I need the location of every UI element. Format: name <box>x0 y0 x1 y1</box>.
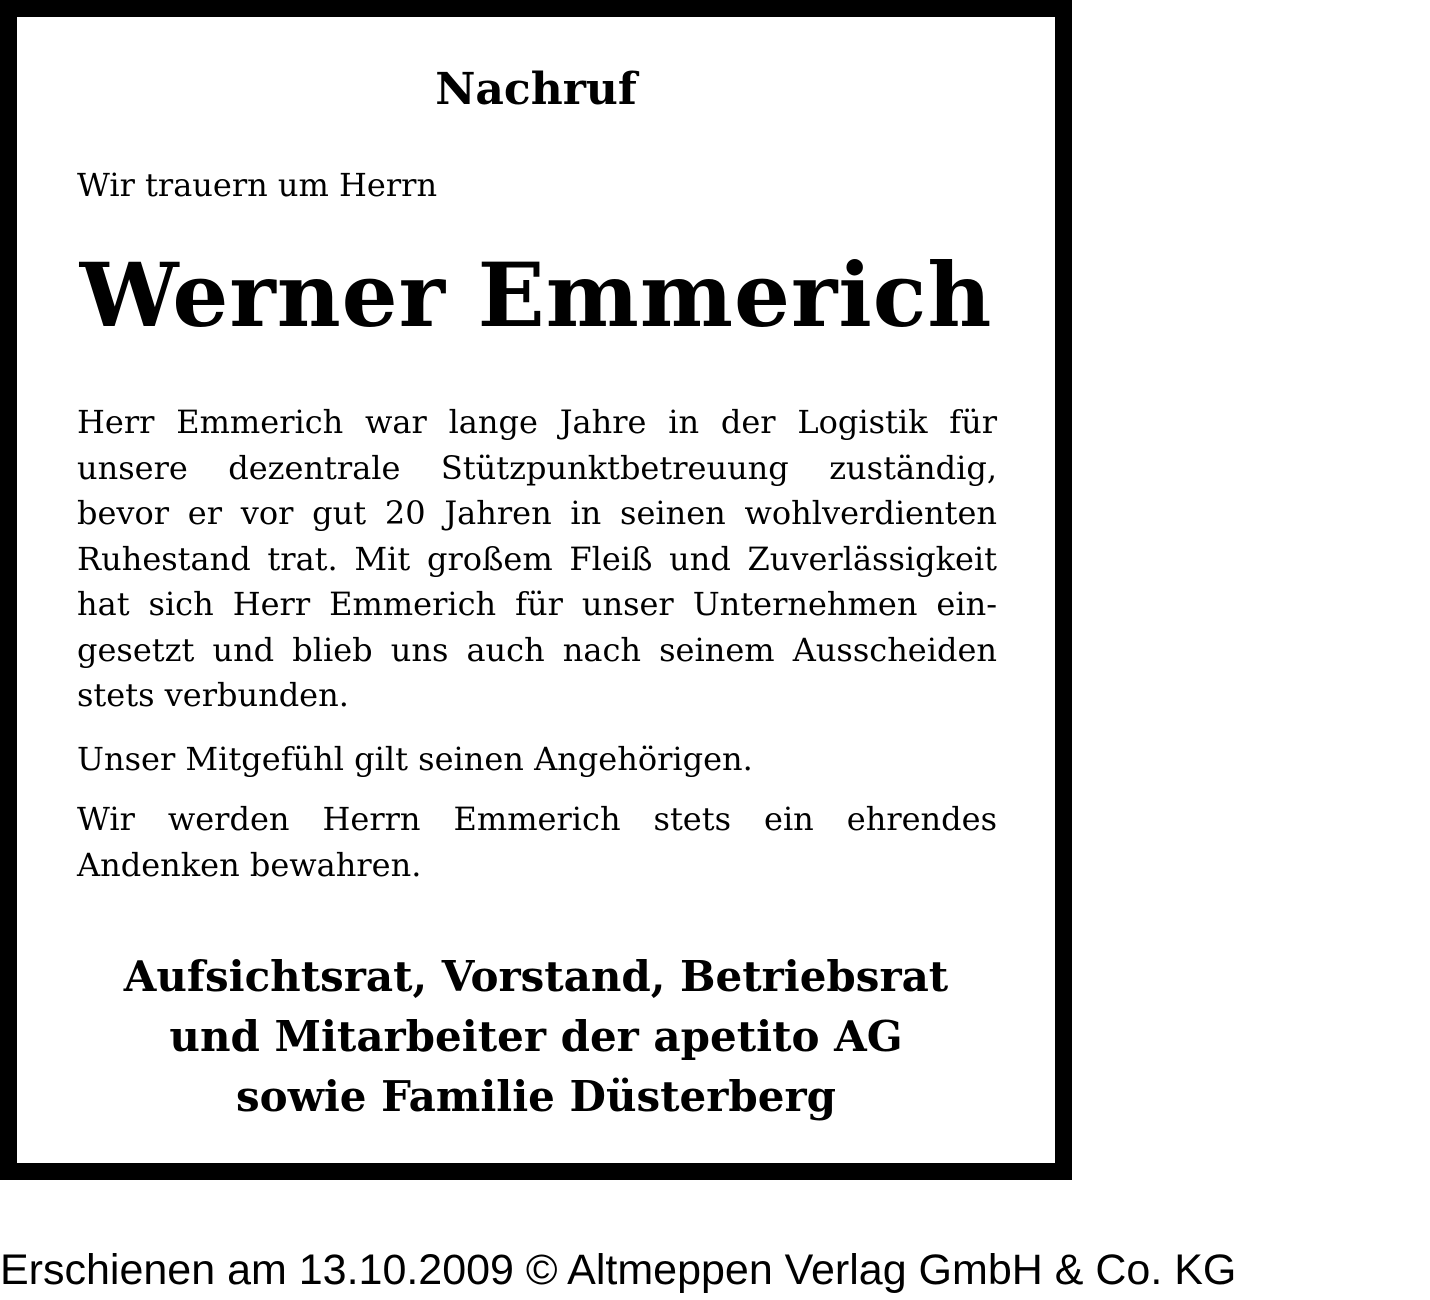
intro-line: Wir trauern um Herrn <box>77 166 438 204</box>
signature-block <box>17 947 1055 1127</box>
publication-footer: Erschienen am 13.10.2009 © Altmeppen Verlag GmbH & Co. KG <box>0 1246 1237 1294</box>
remembrance-paragraph: Wir werden Herrn Emmerich stets ein ehrendes Andenken bewahren. <box>77 800 997 884</box>
deceased-name: Werner Emmerich <box>79 243 993 347</box>
signature-line: Aufsichtsrat, Vorstand, Betriebsrat <box>123 952 949 1001</box>
signature-line: und Mitarbeiter der apetito AG <box>169 1012 903 1061</box>
condolence-paragraph: Unser Mitgefühl gilt seinen Angehörigen. <box>77 740 753 778</box>
tribute-paragraph: Herr Emmerich war lange Jahre in der Logistik für unsere dezentrale Stützpunktbetreuung zuständig, bevor er vor gut 20 Jahren in seinen wohlverdienten Ruhestand trat. Mit großem Fleiß und Zuverlässigkeit hat sich Herr Emmerich für unser Unternehmen eingesetzt und blieb uns auch nach seinem Ausscheiden stets verbunden. <box>77 403 997 714</box>
signature-line: sowie Familie Düsterberg <box>236 1072 836 1121</box>
notice-heading: Nachruf <box>435 64 637 115</box>
